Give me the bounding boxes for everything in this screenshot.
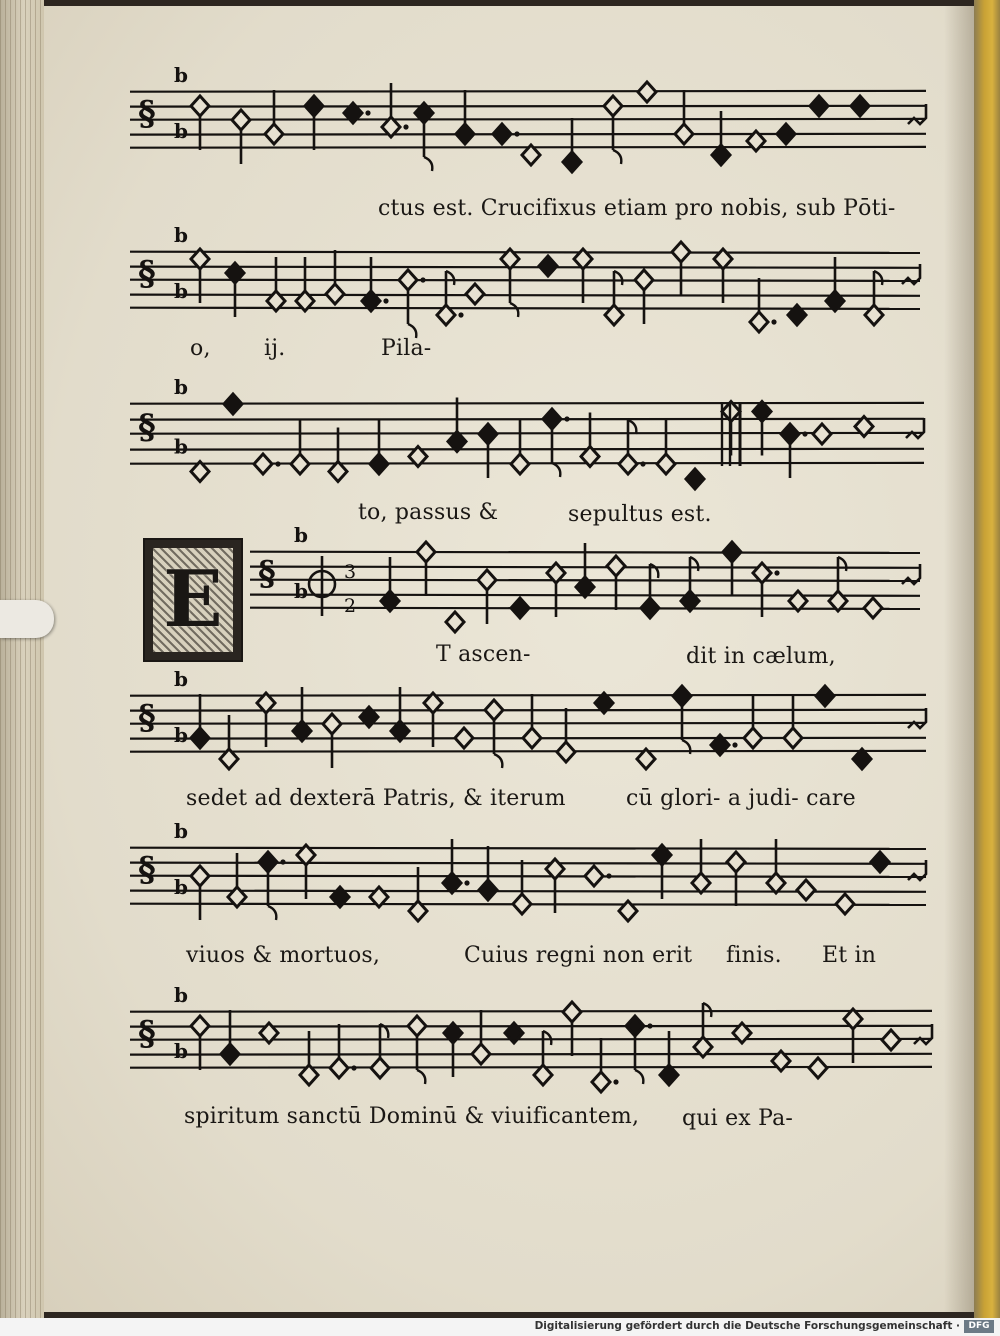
lyric-line-3-a: to, passus & — [358, 500, 499, 525]
svg-text:b: b — [174, 279, 188, 304]
svg-text:b: b — [174, 723, 188, 748]
lyric-line-2-c: Pila- — [381, 336, 432, 361]
staff-2 — [130, 223, 920, 338]
svg-text:b: b — [174, 63, 188, 87]
lyric-line-5-a: sedet ad dexterā Patris, & iterum — [186, 786, 566, 811]
lyric-line-2-a: o, — [190, 336, 211, 361]
svg-text:b: b — [294, 579, 308, 604]
mensuration-bottom: 2 — [344, 595, 357, 617]
svg-text:b: b — [174, 1039, 188, 1064]
staff-5 — [130, 667, 926, 769]
staff-4-clef: § — [258, 554, 276, 594]
svg-text:b: b — [174, 667, 188, 691]
staff-3-clef: § — [138, 407, 156, 448]
lyric-line-4-b: dit in cælum, — [686, 644, 836, 669]
svg-text:b: b — [174, 119, 188, 144]
svg-text:b: b — [174, 223, 188, 247]
staff-6-clef: § — [138, 850, 156, 890]
lyric-line-2-b: ij. — [264, 336, 286, 361]
mensuration-top: 3 — [344, 561, 357, 583]
staff-6 — [130, 819, 926, 921]
lyric-line-7-b: qui ex Pa- — [682, 1106, 794, 1131]
decorated-initial — [143, 538, 243, 662]
lyric-line-6-a: viuos & mortuos, — [186, 943, 381, 968]
staff-1-clef: § — [138, 94, 156, 134]
staff-7-clef: § — [138, 1014, 156, 1054]
svg-text:b: b — [174, 434, 188, 459]
lyric-line-6-c: finis. — [726, 943, 782, 968]
svg-text:b: b — [174, 375, 188, 399]
svg-text:b: b — [294, 523, 308, 547]
lyric-line-6-b: Cuius regni non erit — [464, 943, 693, 968]
lyric-line-4-a: T ascen- — [436, 642, 531, 667]
staff-5-clef: § — [138, 698, 156, 738]
dfg-logo: DFG — [964, 1320, 994, 1333]
lyric-line-3-b: sepultus est. — [568, 502, 712, 527]
lyric-line-7-a: spiritum sanctū Dominū & viuificantem, — [184, 1104, 640, 1129]
staff-3 — [130, 375, 924, 489]
lyric-line-1: ctus est. Crucifixus etiam pro nobis, sub Pōti- — [378, 196, 896, 221]
staff-2-clef: § — [138, 254, 156, 294]
svg-text:b: b — [174, 983, 188, 1007]
lyric-line-6-d: Et in — [822, 943, 877, 968]
staff-1 — [130, 63, 926, 172]
svg-text:b: b — [174, 875, 188, 900]
svg-text:b: b — [174, 819, 188, 843]
initial-letter: E — [163, 554, 223, 645]
staff-7 — [130, 983, 932, 1092]
footer-credit: Digitalisierung gefördert durch die Deutsche Forschungsgemeinschaft · — [534, 1320, 960, 1332]
lyric-line-5-b: cū glori- a judi- care — [626, 786, 856, 811]
